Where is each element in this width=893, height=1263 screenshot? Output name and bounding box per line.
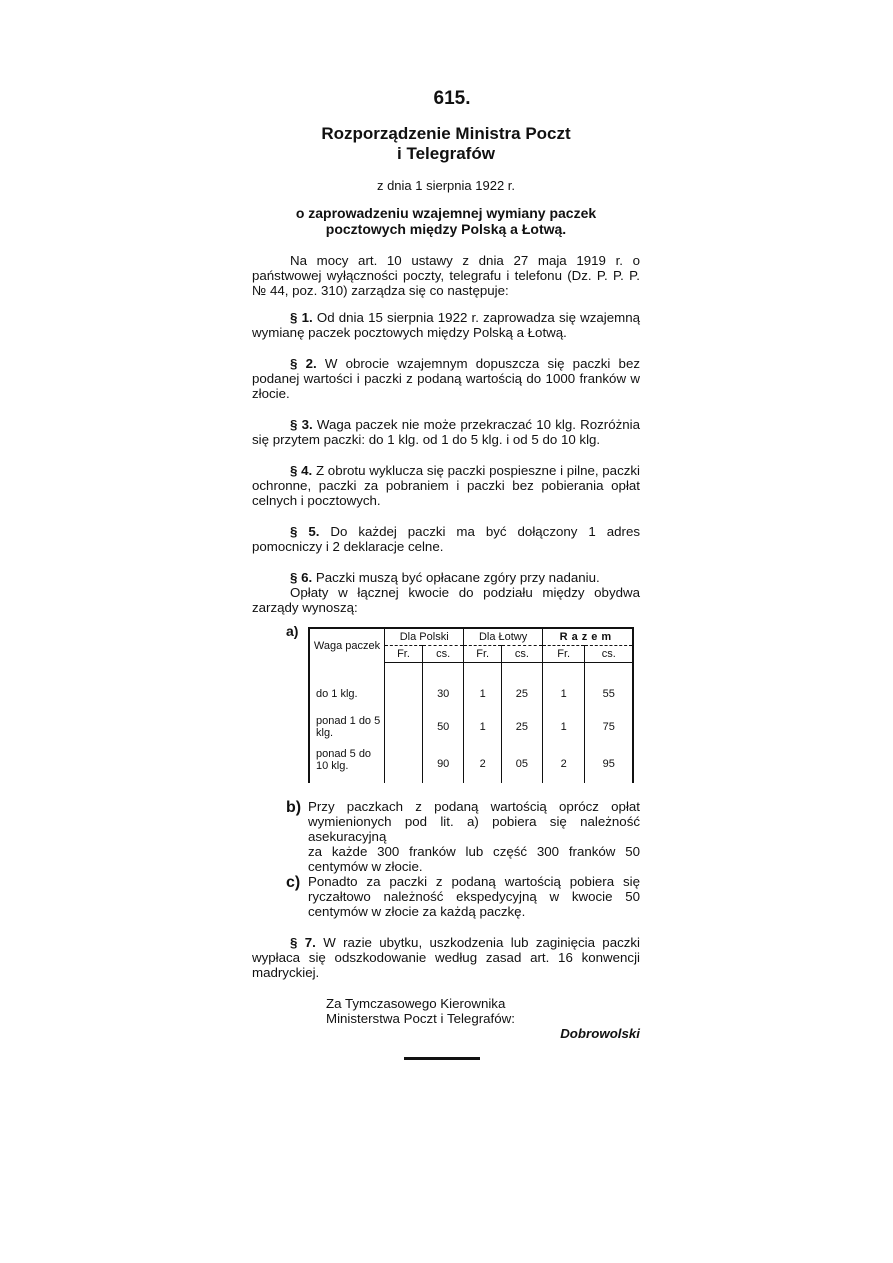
document-subject xyxy=(252,205,640,237)
cell-total-fr: 1 xyxy=(542,709,585,745)
paragraph-mark: § 6. xyxy=(290,570,313,585)
signature-name: Dobrowolski xyxy=(560,1026,640,1041)
paragraph-mark: § 1. xyxy=(290,310,313,325)
fee-table-label: a) xyxy=(286,623,299,639)
sub-header-cs: cs. xyxy=(585,646,633,663)
header-latvia: Dla Łotwy xyxy=(464,628,542,646)
subject-line-2: pocztowych między Polską a Łotwą. xyxy=(325,221,567,237)
row-weight: ponad 1 do 5 klg. xyxy=(309,709,385,745)
subject-line-1: o zaprowadzeniu wzajemnej wymiany paczek xyxy=(295,205,597,221)
paragraph-text: Waga paczek nie może przekraczać 10 klg. Rozróżnia się przytem paczki: do 1 klg. od 1 do 5 klg. i od 5 do 10 klg. xyxy=(252,417,641,447)
paragraph-mark: § 4. xyxy=(290,463,313,478)
paragraph-text: Z obrotu wyklucza się paczki pospieszne i pilne, paczki ochronne, paczki za pobraniem i paczki bez pobierania opłat celnych i pocztowych. xyxy=(252,463,640,508)
cell-lv-fr: 1 xyxy=(464,679,502,709)
page-number: 615. xyxy=(433,88,471,109)
table-row xyxy=(309,679,633,709)
sub-header-cs: cs. xyxy=(501,646,542,663)
paragraph-7 xyxy=(252,935,640,980)
cell-total-cs: 95 xyxy=(585,745,633,783)
item-label: b) xyxy=(286,799,302,816)
paragraph-5 xyxy=(252,524,640,554)
cell-pl-fr xyxy=(385,745,423,783)
cell-lv-cs: 05 xyxy=(501,745,542,783)
paragraph-1 xyxy=(252,310,640,340)
cell-pl-fr xyxy=(385,679,423,709)
cell-lv-cs: 25 xyxy=(501,709,542,745)
title-line-2: i Telegrafów xyxy=(397,144,495,163)
fee-table xyxy=(308,627,634,783)
paragraph-mark: § 3. xyxy=(290,417,313,432)
signature-line-1: Za Tymczasowego Kierownika xyxy=(326,996,506,1011)
paragraph-text: W razie ubytku, uszkodzenia lub zaginięcia paczki wypłaca się odszkodowanie według zasad art. 16 konwencji madryckiej. xyxy=(252,935,641,980)
cell-pl-cs: 50 xyxy=(423,709,464,745)
paragraph-text: Od dnia 15 sierpnia 1922 r. zaprowadza się wzajemną wymianę paczek pocztowych między Polską a Łotwą. xyxy=(252,310,640,340)
cell-lv-fr: 1 xyxy=(464,709,502,745)
cell-pl-cs: 90 xyxy=(423,745,464,783)
sub-header-fr: Fr. xyxy=(385,646,423,663)
row-weight: ponad 5 do 10 klg. xyxy=(309,745,385,783)
sub-header-fr: Fr. xyxy=(542,646,585,663)
document-date: z dnia 1 sierpnia 1922 r. xyxy=(376,178,516,193)
paragraph-text: Paczki muszą być opłacane zgóry przy nadaniu. xyxy=(315,570,600,585)
sub-items xyxy=(286,799,640,919)
item-label: c) xyxy=(286,874,301,891)
paragraph-text: Do każdej paczki ma być dołączony 1 adres pomocniczy i 2 deklaracje celne. xyxy=(252,524,640,554)
paragraph-6 xyxy=(252,570,640,585)
cell-total-cs: 75 xyxy=(585,709,633,745)
cell-lv-cs: 25 xyxy=(501,679,542,709)
paragraph-text: W obrocie wzajemnym dopuszcza się paczki bez podanej wartości i paczki z podaną wartością do 1000 franków w złocie. xyxy=(252,356,640,401)
paragraph-mark: § 5. xyxy=(290,524,320,539)
signature-line-2: Ministerstwa Poczt i Telegrafów: xyxy=(326,1011,515,1026)
table-row xyxy=(309,745,633,783)
item-continuation: za każde 300 franków lub część 300 franków 50 centymów w złocie. xyxy=(308,844,640,874)
table-row xyxy=(309,709,633,745)
list-item xyxy=(286,874,640,919)
row-weight: do 1 klg. xyxy=(309,679,385,709)
paragraph-mark: § 7. xyxy=(290,935,316,950)
document-title xyxy=(252,124,640,164)
preamble: Na mocy art. 10 ustawy z dnia 27 maja 1919 r. o państwowej wyłączności poczty, telegrafu i telefonu (Dz. P. P. P. № 44, poz. 310) zarządza się co następuje: xyxy=(252,253,640,298)
document-page xyxy=(252,88,640,1060)
header-poland: Dla Polski xyxy=(385,628,464,646)
closing-rule xyxy=(404,1057,480,1060)
item-text: Ponadto za paczki z podaną wartością pobiera się ryczałtowo należność ekspedycyjną w kwocie 50 centymów w złocie za każdą paczkę. xyxy=(308,874,640,919)
title-line-1: Rozporządzenie Ministra Poczt xyxy=(321,124,571,143)
paragraph-2 xyxy=(252,356,640,401)
fees-intro: Opłaty w łącznej kwocie do podziału między obydwa zarządy wynoszą: xyxy=(252,585,640,615)
paragraph-3 xyxy=(252,417,640,447)
item-text: Przy paczkach z podaną wartością oprócz opłat wymienionych pod lit. a) pobiera się należność asekuracyjną xyxy=(308,799,640,844)
cell-pl-cs: 30 xyxy=(423,679,464,709)
fee-table-block xyxy=(286,623,634,783)
cell-total-fr: 1 xyxy=(542,679,585,709)
sub-header-cs: cs. xyxy=(423,646,464,663)
sub-header-fr: Fr. xyxy=(464,646,502,663)
signature-block xyxy=(326,996,640,1041)
header-total: Razem xyxy=(542,628,633,646)
cell-total-fr: 2 xyxy=(542,745,585,783)
paragraph-mark: § 2. xyxy=(290,356,317,371)
header-weight: Waga paczek xyxy=(309,628,385,663)
paragraph-4 xyxy=(252,463,640,508)
list-item xyxy=(286,799,640,874)
cell-pl-fr xyxy=(385,709,423,745)
cell-total-cs: 55 xyxy=(585,679,633,709)
cell-lv-fr: 2 xyxy=(464,745,502,783)
